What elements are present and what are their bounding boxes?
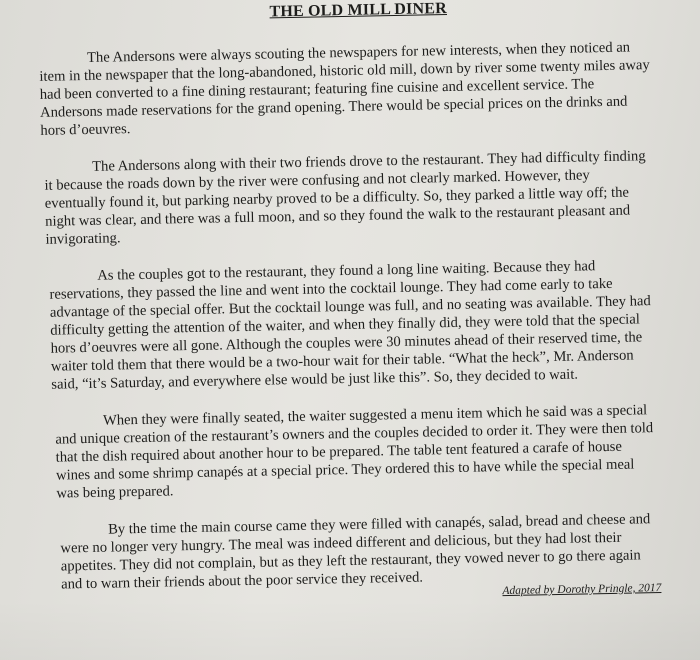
paragraph-2: The Andersons along with their two friends drove to the restaurant. They had difficulty finding it because the roads down by the river were confusing and not clearly marked. However, they eventually found it, but parking nearby proved to be a difficulty. So, they parked a little way off; the night was clear, and there was a full moon, and so they found the walk to the restaurant pleasant and invigorating. <box>44 148 646 248</box>
paragraph-3: As the couples got to the restaurant, they found a long line waiting. Because they had reservations, they passed the line and went into the cocktail lounge. They had come early to take advantage of the special offer. But the cocktail lounge was full, and no seating was available. They had difficulty getting the attention of the waiter, and when they finally did, they were told that the special hors d’oeuvres were all gone. Although the couples were 30 minutes ahead of their reserved time, the waiter told them that there would be a two-hour wait for their table. “What the heck”, Mr. Anderson said, “it’s Saturday, and everywhere else would be just like this”. So, they decided to wait. <box>49 258 651 393</box>
page-shadow <box>0 600 700 660</box>
document-title: THE OLD MILL DINER <box>269 0 448 21</box>
paragraph-5: By the time the main course came they were filled with canapés, salad, bread and cheese and were no longer very hungry. The meal was indeed different and delicious, but they had lost their appetites. They did not complain, but as they left the restaurant, they vowed never to go there again and to warn their friends about the poor service they received. <box>60 511 651 593</box>
author-credit: Adapted by Dorothy Pringle, 2017 <box>502 582 662 598</box>
document-sheet <box>38 0 661 607</box>
paragraph-4: When they were finally seated, the waiter suggested a menu item which he said was a special and unique creation of the restaurant’s owners and the couples decided to order it. They were then told that the dish required about another hour to be prepared. The table tent featured a carafe of house wines and some shrimp canapés at a special price. They ordered this to have while the special meal was being prepared. <box>55 402 654 502</box>
paragraph-1: The Andersons were always scouting the newspapers for new interests, when they noticed an item in the newspaper that the long-abandoned, historic old mill, down by river some twenty miles away had been converted to a fine dining restaurant; featuring fine cuisine and excellent service. The Andersons made reservations for the grand opening. There would be special prices on the drinks and hors d’oeuvres. <box>39 39 650 139</box>
